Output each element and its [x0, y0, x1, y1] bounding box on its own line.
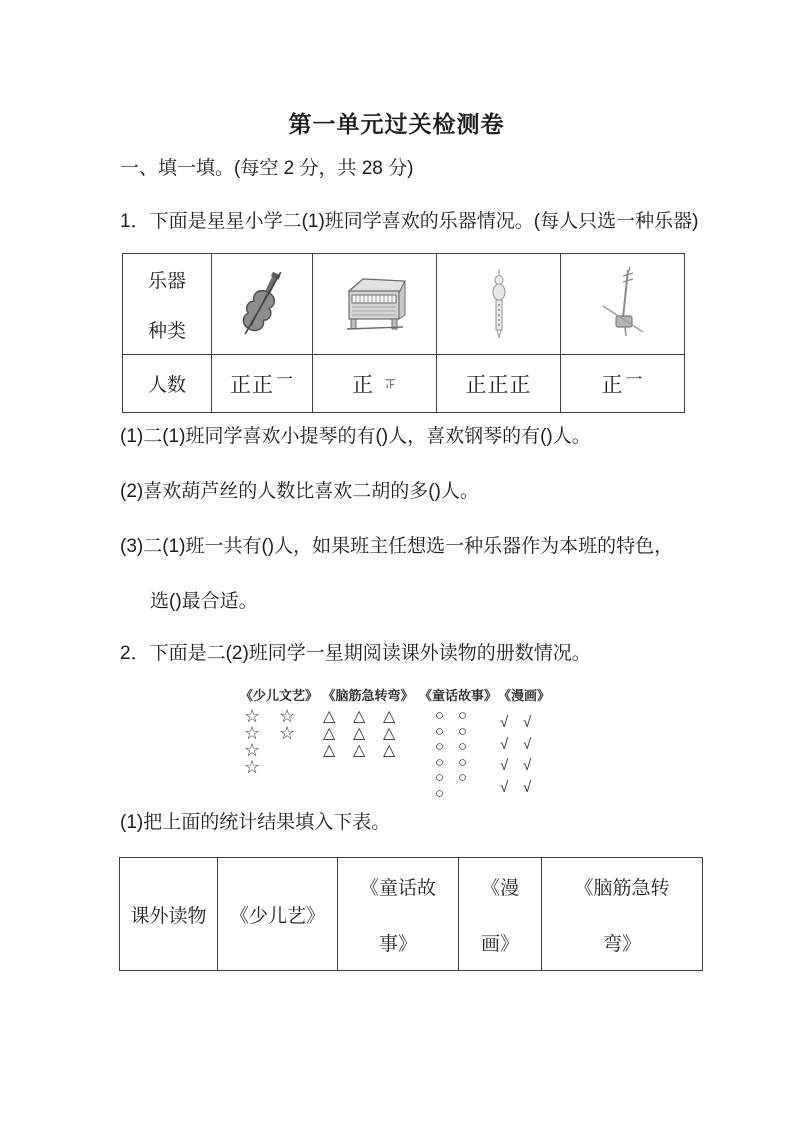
tally-cell-hulusi — [437, 355, 561, 413]
star-symbol-icon: ☆ — [279, 706, 296, 726]
tally-marks: 正 — [601, 373, 624, 397]
cell-text-line: 课外读物 — [130, 905, 207, 927]
reading-table-cell — [459, 858, 542, 971]
piano-image — [337, 271, 413, 337]
circle-symbol-icon: ○ — [435, 707, 445, 724]
instrument-cell-erhu — [561, 254, 685, 355]
q1-subquestions — [120, 424, 673, 644]
triangle-symbol-icon: △ — [323, 708, 336, 725]
cell-text-line: 《脑筋急转 — [574, 877, 670, 899]
cell-text-line: 事》 — [378, 933, 417, 955]
circle-symbol-icon: ○ — [435, 738, 445, 755]
pictograph-symbol-grid — [244, 708, 314, 776]
triangle-symbol-icon: △ — [353, 742, 366, 759]
pictograph — [240, 686, 551, 803]
pictograph-symbol-grid — [500, 712, 546, 798]
check-symbol-icon: √ — [500, 757, 509, 774]
cell-text-line: 乐器 — [147, 270, 186, 292]
triangle-symbol-icon: △ — [383, 708, 396, 725]
question-1-prompt: 1．下面是星星小学二(1)班同学喜欢的乐器情况。(每人只选一种乐器) — [120, 211, 699, 232]
check-symbol-icon: √ — [523, 714, 532, 731]
pictograph-symbol-grid — [435, 708, 481, 801]
instrument-cell-hulusi — [437, 254, 561, 355]
reading-table-cell — [542, 858, 703, 971]
cell-text-line: 画》 — [480, 933, 519, 955]
cell-text-line: 弯》 — [602, 933, 641, 955]
triangle-symbol-icon: △ — [323, 742, 336, 759]
sub-question-line: (2)喜欢葫芦丝的人数比喜欢二胡的多()人。 — [120, 481, 479, 502]
sub-question-line: (1)二(1)班同学喜欢小提琴的有()人，喜欢钢琴的有()人。 — [120, 426, 591, 447]
tally-extra-stroke: 一 — [625, 369, 644, 389]
triangle-symbol-icon: △ — [383, 742, 396, 759]
cell-text-line: 《少儿艺》 — [229, 905, 325, 927]
reading-table-row — [120, 858, 703, 971]
tally-row — [123, 355, 685, 413]
pictograph-column-label: 《童话故事》 — [418, 688, 497, 703]
tally-cell-piano — [313, 355, 437, 413]
tally-marks: 正正正 — [465, 373, 532, 397]
pictograph-column-label: 《脑筋急转弯》 — [322, 688, 414, 703]
question-2-prompt: 2．下面是二(2)班同学一星期阅读课外读物的册数情况。 — [120, 643, 591, 664]
instrument-type-header — [123, 254, 212, 355]
tally-cell-violin — [212, 355, 313, 413]
triangle-symbol-icon: △ — [353, 708, 366, 725]
pictograph-column-label: 《漫画》 — [498, 688, 551, 703]
check-symbol-icon: √ — [523, 735, 532, 753]
circle-symbol-icon: ○ — [435, 769, 445, 786]
reading-materials-table — [119, 857, 703, 971]
instrument-cell-violin — [212, 254, 313, 355]
circle-symbol-icon: ○ — [458, 769, 468, 786]
reading-table-cell — [338, 858, 459, 971]
partial-tally-four-stroke-icon — [384, 377, 397, 391]
circle-symbol-icon: ○ — [435, 784, 445, 802]
star-symbol-icon: ☆ — [244, 723, 261, 743]
pictograph-column-star — [240, 686, 318, 778]
instrument-row — [123, 254, 685, 355]
cell-text-line: 种类 — [147, 320, 186, 342]
instrument-cell-piano — [313, 254, 437, 355]
circle-symbol-icon: ○ — [458, 722, 468, 740]
tally-extra-stroke: 一 — [276, 369, 294, 389]
section-heading: 一、填一填。(每空 2 分，共 28 分) — [120, 158, 414, 179]
pictograph-column-circle — [418, 686, 498, 803]
star-symbol-icon: ☆ — [279, 723, 296, 743]
circle-symbol-icon: ○ — [435, 753, 445, 771]
cell-text-line: 《童话故 — [359, 877, 436, 899]
pictograph-column-check — [498, 686, 551, 798]
cell-text-line: 《漫 — [480, 877, 519, 899]
circle-symbol-icon: ○ — [458, 738, 468, 755]
star-symbol-icon: ☆ — [244, 757, 261, 777]
check-symbol-icon: √ — [500, 778, 509, 796]
hulusi-image — [489, 268, 509, 340]
tally-marks: 正正 — [230, 373, 274, 397]
check-symbol-icon: √ — [523, 757, 532, 774]
sub-question-line: (3)二(1)班一共有()人，如果班主任想选一种乐器作为本班的特色， — [120, 536, 674, 557]
pictograph-column-label: 《少儿文艺》 — [240, 688, 319, 703]
reading-table-cell — [218, 858, 338, 971]
circle-symbol-icon: ○ — [458, 753, 468, 771]
triangle-symbol-icon: △ — [383, 725, 396, 742]
check-symbol-icon: √ — [500, 735, 509, 753]
triangle-symbol-icon: △ — [353, 725, 366, 742]
triangle-symbol-icon: △ — [323, 725, 336, 742]
sub-question-line: 选()最合适。 — [150, 591, 258, 612]
violin-image — [232, 262, 292, 346]
people-count-header: 人数 — [123, 355, 212, 413]
reading-table-header-cell — [120, 858, 218, 971]
circle-symbol-icon: ○ — [435, 722, 445, 740]
pictograph-symbol-grid — [323, 708, 413, 759]
check-symbol-icon: √ — [500, 714, 509, 731]
erhu-image — [595, 266, 651, 342]
pictograph-column-triangle — [318, 686, 418, 760]
star-symbol-icon: ☆ — [244, 740, 261, 760]
circle-symbol-icon: ○ — [458, 707, 468, 724]
q2-sub-prompt: (1)把上面的统计结果填入下表。 — [120, 812, 391, 833]
star-symbol-icon: ☆ — [244, 706, 261, 726]
instrument-tally-table — [122, 253, 685, 413]
page-title: 第一单元过关检测卷 — [288, 111, 505, 137]
tally-cell-erhu — [561, 355, 685, 413]
tally-marks: 正 — [352, 373, 375, 397]
check-symbol-icon: √ — [523, 778, 532, 796]
